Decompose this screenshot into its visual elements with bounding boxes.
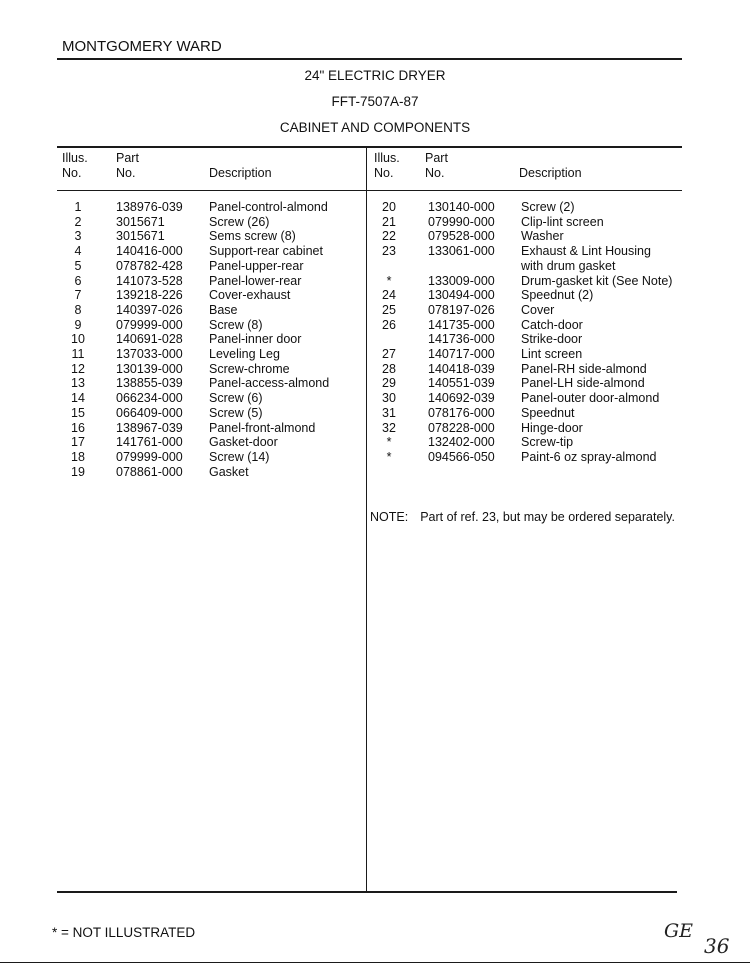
illus-number: 9 — [74, 317, 82, 332]
part-number: 140692-039 — [428, 391, 495, 406]
part-description: Support-rear cabinet — [209, 244, 323, 259]
part-header-line2: No. — [116, 166, 136, 180]
illus-number: 19 — [71, 464, 85, 479]
part-number: 066409-000 — [116, 405, 183, 420]
part-description: Clip-lint screen — [521, 214, 604, 229]
part-description: Panel-RH side-almond — [521, 361, 647, 376]
part-number: 140717-000 — [428, 347, 495, 361]
part-number: 141736-000 — [428, 332, 495, 347]
part-description: Cover-exhaust — [209, 288, 291, 303]
illus-number: 21 — [382, 214, 396, 229]
part-description: Speednut — [521, 405, 575, 420]
part-description: Drum-gasket kit (See Note) — [521, 273, 673, 288]
table-top-rule — [57, 146, 682, 148]
part-description: Panel-upper-rear — [209, 258, 304, 273]
illus-number: 11 — [71, 347, 85, 361]
part-number: 130494-000 — [428, 288, 495, 303]
part-description: Panel-front-almond — [209, 420, 316, 435]
illus-number: 10 — [71, 332, 85, 347]
left-part-header — [116, 151, 139, 181]
illus-number: 17 — [71, 435, 85, 450]
part-description: Lint screen — [521, 347, 583, 361]
illus-number: 2 — [74, 214, 82, 229]
part-description: Panel-outer door-almond — [521, 391, 660, 406]
part-description: Gasket — [209, 464, 249, 479]
illus-number: 3 — [74, 229, 82, 244]
part-number: 078228-000 — [428, 420, 495, 435]
table-header-rule — [57, 190, 682, 191]
part-description: Panel-control-almond — [209, 200, 328, 214]
part-description: Sems screw (8) — [209, 229, 296, 244]
illus-number: 14 — [71, 391, 85, 406]
part-number: 3015671 — [116, 229, 165, 244]
right-part-header — [425, 151, 448, 181]
part-number: 141735-000 — [428, 317, 495, 332]
part-header-line2: No. — [425, 166, 445, 180]
illus-header-line1: Illus. — [374, 151, 400, 165]
part-number: 138967-039 — [116, 420, 183, 435]
note-label: NOTE: — [370, 510, 409, 524]
part-number: 137033-000 — [116, 347, 183, 361]
illus-number: 16 — [71, 420, 85, 435]
illus-number: 1 — [74, 200, 82, 214]
part-description: Gasket-door — [209, 435, 278, 450]
illus-number: 25 — [382, 302, 396, 317]
illus-number: 27 — [382, 347, 396, 361]
part-description: Panel-inner door — [209, 332, 302, 347]
note — [370, 510, 675, 524]
part-number: 078176-000 — [428, 405, 495, 420]
part-description: Hinge-door — [521, 420, 583, 435]
left-description-header: Description — [209, 166, 272, 180]
illus-number: * — [386, 435, 392, 450]
part-number: 141761-000 — [116, 435, 183, 450]
section-title: CABINET AND COMPONENTS — [279, 120, 471, 135]
document-title: 24" ELECTRIC DRYER — [304, 68, 446, 83]
illus-number: 12 — [71, 361, 85, 376]
part-description: Screw (26) — [209, 214, 270, 229]
column-divider — [366, 146, 367, 893]
part-number: 079990-000 — [428, 214, 495, 229]
part-number: 133009-000 — [428, 273, 495, 288]
illus-number: 26 — [382, 317, 396, 332]
not-illustrated-legend: * = NOT ILLUSTRATED — [52, 925, 196, 940]
part-number: 139218-226 — [116, 288, 183, 303]
illus-number: 13 — [71, 376, 85, 391]
part-number: 079528-000 — [428, 229, 495, 244]
part-description: Panel-access-almond — [209, 376, 330, 391]
handwritten-page-number: 36 — [704, 934, 730, 958]
illus-number: * — [386, 273, 392, 288]
part-number: 079999-000 — [116, 317, 183, 332]
part-description: Paint-6 oz spray-almond — [521, 449, 657, 464]
part-number: 3015671 — [116, 214, 165, 229]
illus-number: 18 — [71, 449, 85, 464]
illus-number: 23 — [382, 244, 396, 259]
part-description: Screw (14) — [209, 449, 270, 464]
illus-number: 29 — [382, 376, 396, 391]
part-description: Screw-chrome — [209, 361, 290, 376]
illus-number: 31 — [382, 405, 396, 420]
part-description: Exhaust & Lint Housing — [521, 244, 651, 259]
model-number: FFT-7507A-87 — [331, 94, 419, 109]
illus-header-line1: Illus. — [62, 151, 88, 165]
part-number: 094566-050 — [428, 449, 495, 464]
note-text: Part of ref. 23, but may be ordered separately. — [420, 510, 675, 524]
illus-header-line2: No. — [374, 166, 394, 180]
illus-header-line2: No. — [62, 166, 82, 180]
illus-number: 20 — [382, 200, 396, 214]
illus-number: 28 — [382, 361, 396, 376]
footer-rule — [0, 962, 750, 963]
part-number: 132402-000 — [428, 435, 495, 450]
part-number: 066234-000 — [116, 391, 183, 406]
table-bottom-rule — [57, 891, 677, 893]
part-description: Speednut (2) — [521, 288, 594, 303]
header-rule — [57, 58, 682, 60]
handwritten-mark: GE — [664, 920, 694, 942]
illus-number: 7 — [74, 288, 82, 303]
illus-number: 15 — [71, 405, 85, 420]
part-number: 140691-028 — [116, 332, 183, 347]
illus-number: 24 — [382, 288, 396, 303]
part-number: 078861-000 — [116, 464, 183, 479]
part-description: Panel-LH side-almond — [521, 376, 645, 391]
part-number: 141073-528 — [116, 273, 183, 288]
part-header-line1: Part — [116, 151, 139, 165]
illus-number: 5 — [74, 258, 82, 273]
part-number: 079999-000 — [116, 449, 183, 464]
illus-number: 32 — [382, 420, 396, 435]
part-number: 138855-039 — [116, 376, 183, 391]
part-number: 133061-000 — [428, 244, 495, 259]
part-description: Catch-door — [521, 317, 583, 332]
illus-number: 4 — [74, 244, 82, 259]
illus-number: 30 — [382, 391, 396, 406]
part-number: 130139-000 — [116, 361, 183, 376]
part-number: 130140-000 — [428, 200, 495, 214]
part-description: Panel-lower-rear — [209, 273, 302, 288]
part-description: with drum gasket — [521, 258, 616, 273]
part-description: Cover — [521, 302, 555, 317]
right-illus-header — [374, 151, 400, 181]
part-number: 140416-000 — [116, 244, 183, 259]
part-description: Screw (8) — [209, 317, 263, 332]
part-number: 140551-039 — [428, 376, 495, 391]
illus-number: 22 — [382, 229, 396, 244]
brand-name: MONTGOMERY WARD — [62, 38, 222, 55]
illus-number: 6 — [74, 273, 82, 288]
part-number: 138976-039 — [116, 200, 183, 214]
left-illus-header — [62, 151, 88, 181]
part-description: Base — [209, 302, 238, 317]
part-description: Leveling Leg — [209, 347, 280, 361]
part-description: Washer — [521, 229, 564, 244]
right-description-header: Description — [519, 166, 582, 180]
part-number: 078782-428 — [116, 258, 183, 273]
part-description: Screw-tip — [521, 435, 574, 450]
part-description: Screw (6) — [209, 391, 263, 406]
part-header-line1: Part — [425, 151, 448, 165]
illus-number: 8 — [74, 302, 82, 317]
part-description: Strike-door — [521, 332, 583, 347]
part-number: 140397-026 — [116, 302, 183, 317]
part-description: Screw (2) — [521, 200, 575, 214]
part-description: Screw (5) — [209, 405, 263, 420]
part-number: 140418-039 — [428, 361, 495, 376]
part-number: 078197-026 — [428, 302, 495, 317]
illus-number: * — [386, 449, 392, 464]
